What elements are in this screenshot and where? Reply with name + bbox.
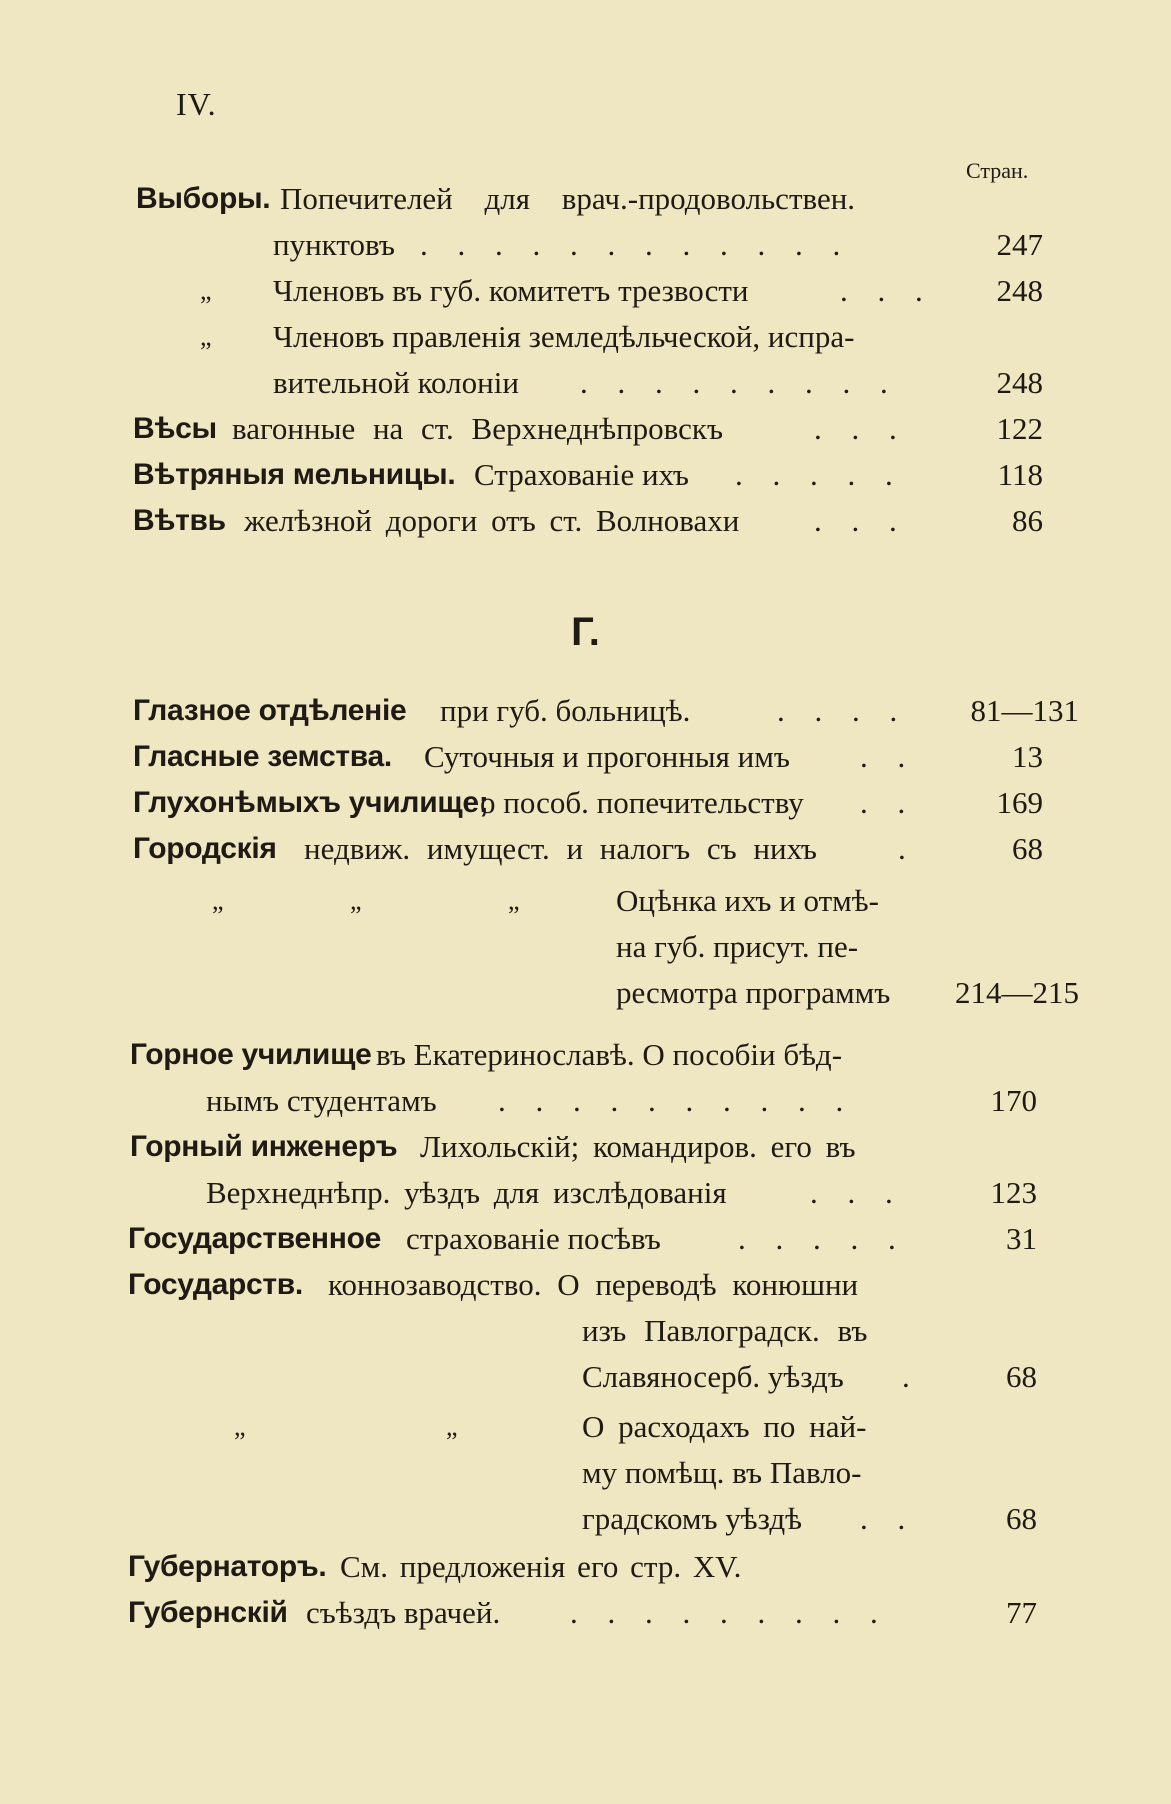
leader-dots: . .: [860, 1501, 917, 1536]
page-ref: 248: [996, 365, 1043, 400]
entry-text: Суточныя и прогонныя имъ: [424, 739, 790, 774]
ditto-mark: „: [508, 886, 520, 915]
index-entry-continuation: [0, 222, 1171, 268]
ditto-mark: „: [446, 1412, 458, 1441]
page-ref: 247: [996, 227, 1043, 262]
ditto-mark: „: [200, 276, 212, 305]
entry-text: недвиж. имущест. и налогъ съ нихъ: [304, 831, 817, 866]
ditto-mark: „: [350, 886, 362, 915]
entry-text: съѣздъ врачей.: [306, 1595, 501, 1630]
index-entry-continuation: [0, 1450, 1171, 1496]
page-ref: 169: [996, 785, 1043, 820]
entry-text-continued: нымъ студентамъ: [206, 1083, 437, 1118]
index-entry: [0, 1544, 1171, 1590]
index-entry: [0, 780, 1171, 826]
entry-text: О расходахъ по най-: [582, 1409, 867, 1444]
index-entry: [0, 268, 1171, 314]
page-number: IV.: [176, 86, 217, 122]
page-ref: 81—131: [970, 693, 1079, 728]
entry-text: желѣзной дороги отъ ст. Волновахи: [244, 503, 740, 538]
leader-dots: . . . . . . . . . . . .: [420, 227, 852, 262]
leader-dots: . . . . . . . . .: [570, 1595, 889, 1630]
index-entry: [0, 1262, 1171, 1308]
entry-heading: Губернаторъ.: [128, 1550, 327, 1583]
page-ref: 77: [1006, 1595, 1037, 1630]
leader-dots: .: [902, 1359, 921, 1394]
entry-text: Попечителей для врач.-продовольствен.: [280, 181, 856, 216]
ditto-mark: „: [234, 1412, 246, 1441]
page-ref: 170: [990, 1083, 1037, 1118]
entry-heading: Горное училище: [130, 1038, 372, 1071]
entry-text: вагонные на ст. Верхнеднѣпровскъ: [232, 411, 723, 446]
index-entry: [0, 498, 1171, 544]
entry-text: при губ. больницѣ.: [440, 693, 691, 728]
entry-text-continued: пунктовъ: [273, 227, 395, 262]
index-entry: [0, 826, 1171, 872]
entry-text: о пособ. попечительству: [480, 785, 804, 820]
leader-dots: . . .: [810, 1175, 904, 1210]
entry-text: Страхованіе ихъ: [474, 457, 689, 492]
index-entry: [0, 734, 1171, 780]
index-entry-continuation: [0, 1078, 1171, 1124]
leader-dots: . . . . .: [738, 1221, 907, 1256]
page-ref: 122: [996, 411, 1043, 446]
entry-text-continued: изъ Павлоградск. въ: [582, 1313, 868, 1348]
entry-text-continued: градскомъ уѣздѣ: [582, 1501, 802, 1536]
entry-text: Лихольскій; командиров. его въ: [420, 1129, 856, 1164]
section-letter: Г.: [571, 610, 600, 654]
entry-heading: Гласные земства.: [133, 740, 392, 773]
leader-dots: . . . . . . . . . .: [498, 1083, 855, 1118]
index-entry-continuation: [0, 970, 1171, 1016]
entry-text: страхованіе посѣвъ: [406, 1221, 661, 1256]
entry-heading: Горный инженеръ: [130, 1130, 398, 1163]
index-entry-continuation: [0, 1308, 1171, 1354]
entry-heading: Глухонѣмыхъ училище;: [133, 786, 489, 819]
page-ref: 68: [1006, 1501, 1037, 1536]
entry-text: Оцѣнка ихъ и отмѣ-: [616, 883, 879, 918]
entry-text: Членовъ въ губ. комитетъ трезвости: [273, 273, 749, 308]
index-entry-continuation: [0, 360, 1171, 406]
page-ref: 68: [1006, 1359, 1037, 1394]
leader-dots: . . . . . . . . .: [580, 365, 899, 400]
leader-dots: . . .: [814, 411, 908, 446]
entry-text-continued: ресмотра программъ: [616, 975, 891, 1010]
index-entry-continuation: [0, 924, 1171, 970]
ditto-mark: „: [212, 886, 224, 915]
entry-text-continued: вительной колоніи: [273, 365, 519, 400]
ditto-mark: „: [200, 322, 212, 351]
index-entry: [0, 406, 1171, 452]
index-entry: [0, 1032, 1171, 1078]
index-entry: [0, 1404, 1171, 1450]
index-entry: [0, 1590, 1171, 1636]
page-ref: 31: [1006, 1221, 1037, 1256]
page-column-header: Стран.: [966, 158, 1029, 183]
index-entry-continuation: [0, 1496, 1171, 1542]
page-ref: 118: [997, 457, 1043, 492]
index-entry: [0, 452, 1171, 498]
page-ref: 123: [990, 1175, 1037, 1210]
index-entry: [0, 314, 1171, 360]
entry-text-continued: му помѣщ. въ Павло-: [582, 1455, 862, 1490]
index-entry: [0, 176, 1171, 222]
entry-text-continued: Верхнеднѣпр. уѣздъ для изслѣдованія: [206, 1175, 727, 1210]
entry-heading: Глазное отдѣленіе: [133, 694, 407, 727]
page-ref: 13: [1012, 739, 1043, 774]
page-ref: 86: [1012, 503, 1043, 538]
entry-heading: Городскія: [133, 832, 277, 865]
entry-heading: Выборы.: [136, 182, 271, 215]
entry-heading: Губернскій: [128, 1596, 288, 1629]
entry-text: въ Екатеринославѣ. О пособіи бѣд-: [376, 1037, 843, 1072]
entry-text: Членовъ правленія земледѣльческой, испра-: [273, 319, 855, 354]
entry-heading: Государственное: [128, 1222, 381, 1255]
leader-dots: . .: [860, 785, 917, 820]
leader-dots: . .: [860, 739, 917, 774]
leader-dots: . . .: [840, 273, 934, 308]
entry-text-continued: на губ. присут. пе-: [616, 929, 859, 964]
page-ref: 248: [996, 273, 1043, 308]
entry-heading: Вѣтвь: [133, 504, 226, 537]
entry-text-continued: Славяносерб. уѣздъ: [582, 1359, 844, 1394]
leader-dots: . . . . .: [735, 457, 904, 492]
page-ref: 68: [1012, 831, 1043, 866]
index-entry: [0, 1216, 1171, 1262]
entry-heading: Вѣсы: [133, 412, 217, 445]
page-ref: 214—215: [955, 975, 1079, 1010]
index-entry-continuation: [0, 1170, 1171, 1216]
entry-heading: Вѣтряныя мельницы.: [133, 458, 456, 491]
leader-dots: . . .: [814, 503, 908, 538]
entry-text: См. предложенія его стр. XV.: [340, 1549, 742, 1584]
index-entry: [0, 688, 1171, 734]
leader-dots: .: [898, 831, 917, 866]
entry-text: коннозаводство. О переводѣ конюшни: [328, 1267, 859, 1302]
index-entry: [0, 878, 1171, 924]
entry-heading: Государств.: [128, 1268, 303, 1301]
index-entry-continuation: [0, 1354, 1171, 1400]
index-entry: [0, 1124, 1171, 1170]
leader-dots: . . . .: [777, 693, 909, 728]
